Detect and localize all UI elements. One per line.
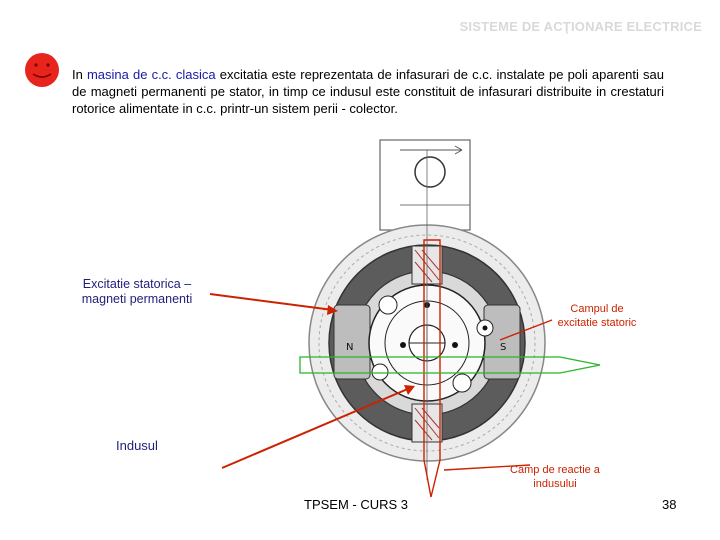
label-armature: Indusul: [116, 438, 158, 453]
svg-text:S: S: [500, 342, 507, 353]
label-stator-excitation: Excitatie statorica – magneti permanenti: [81, 277, 193, 306]
svg-text:N: N: [346, 342, 354, 353]
intro-highlight: masina de c.c. clasica: [86, 67, 216, 82]
commutator-box: [380, 140, 470, 230]
label-reaction-field: Camp de reactie a indusului: [510, 464, 600, 490]
footer-course: TPSEM - CURS 3: [304, 497, 409, 512]
page-number: 38: [662, 497, 677, 512]
intro-text-start: In: [72, 67, 87, 82]
intro-text-rest: excitatia este reprezentata de infasurari de c.c. instalate pe poli aparenti sau de magneti permanenti pe stator, in timp ce indusul este constituit de infasurari distribuite in crestaturi rotorice alimentate in c.c. printr-un sistem perii - colector.: [72, 67, 664, 116]
label-excitation-field: Campul de excitatie statoric: [557, 303, 637, 329]
slide-header-title: SISTEME DE ACŢIONARE ELECTRICE: [459, 19, 702, 34]
